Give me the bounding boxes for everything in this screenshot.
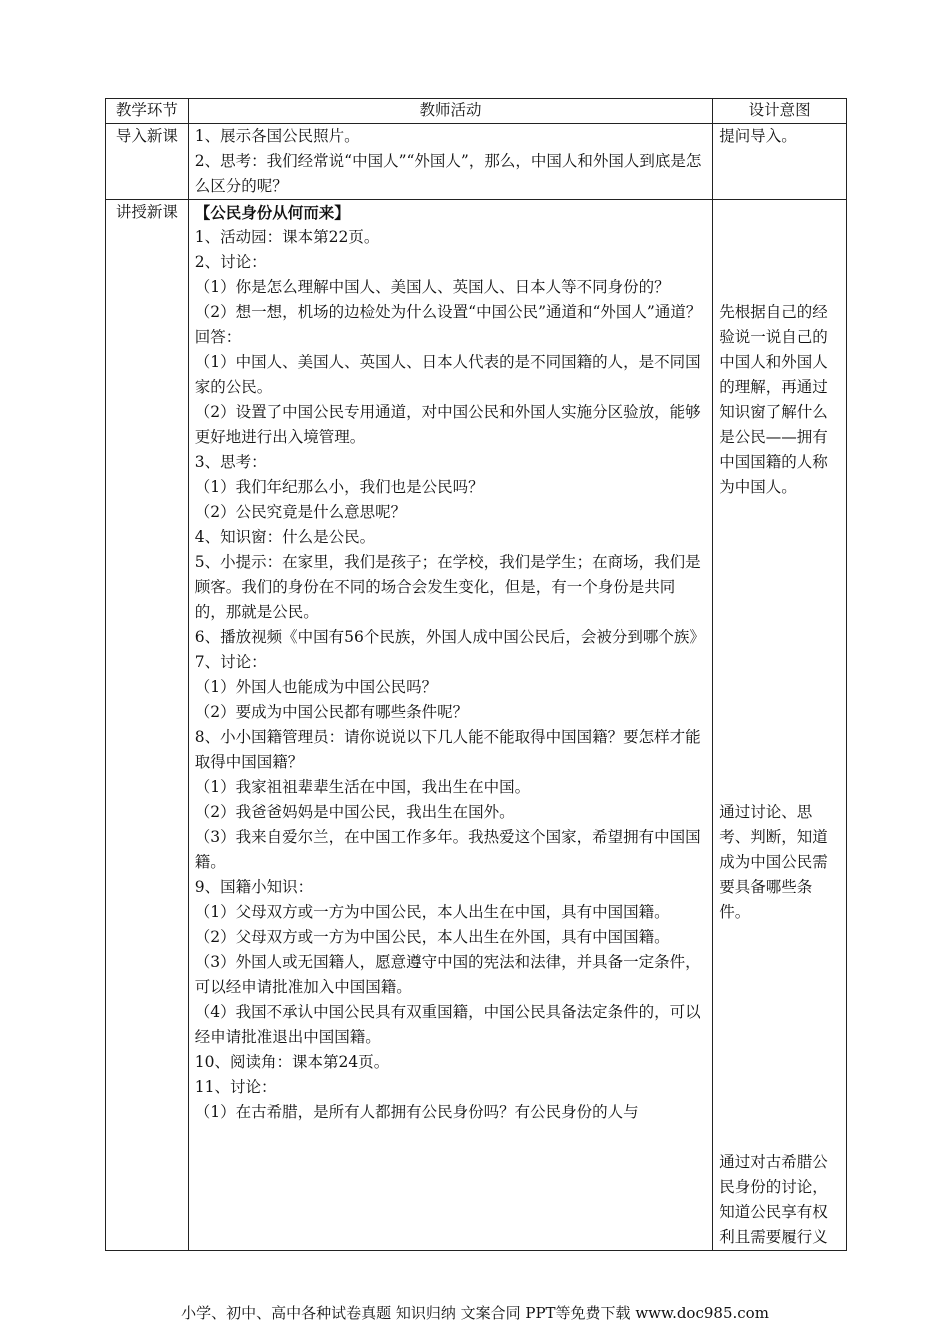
activity-line: （2）公民究竟是什么意思呢？ (194, 503, 407, 521)
lesson-plan-table (105, 98, 847, 1251)
activity-line: 1、展示各国公民照片。 (194, 127, 360, 145)
header-stage: 教学环节 (106, 99, 189, 124)
activity-line: （1）外国人也能成为中国公民吗？ (194, 678, 438, 696)
activity-line: 7、讨论： (194, 653, 267, 671)
activity-line: 8、小小国籍管理员：请你说说以下几人能不能取得中国国籍？要怎样才能取得中国国籍？ (194, 728, 701, 771)
stage-cell: 导入新课 (106, 124, 189, 200)
activity-cell (188, 200, 712, 1251)
table-header-row (106, 99, 847, 124)
activity-line: 4、知识窗：什么是公民。 (194, 528, 376, 546)
intent-spacer (719, 500, 840, 800)
activity-cell (188, 124, 712, 200)
activity-line: （2）设置了中国公民专用通道，对中国公民和外国人实施分区验放，能够更好地进行出入境管理。 (194, 403, 701, 446)
table-row (106, 200, 847, 1251)
activity-line: （4）我国不承认中国公民具有双重国籍，中国公民具备法定条件的，可以经申请批准退出中国国籍。 (194, 1003, 701, 1046)
activity-line: （2）要成为中国公民都有哪些条件呢？ (194, 703, 469, 721)
activity-line: 回答： (194, 328, 242, 346)
activity-line: （1）我家祖祖辈辈生活在中国，我出生在中国。 (194, 778, 531, 796)
activity-line: 3、思考： (194, 453, 267, 471)
activity-line: （1）你是怎么理解中国人、美国人、英国人、日本人等不同身份的？ (194, 278, 670, 296)
activity-line: 6、播放视频《中国有56个民族，外国人成中国公民后，会被分到哪个族》 (194, 628, 705, 646)
activity-line: 1、活动园：课本第22页。 (194, 228, 380, 246)
intent-text: 通过讨论、思考、判断，知道成为中国公民需要具备哪些条件。 (719, 803, 828, 921)
stage-cell: 讲授新课 (106, 200, 189, 1251)
intent-text: 通过对古希腊公民身份的讨论，知道公民享有权利且需要履行义 (719, 1153, 828, 1246)
table-row (106, 124, 847, 200)
page-footer: 小学、初中、高中各种试卷真题 知识归纳 文案合同 PPT等免费下载 www.doc985.com (181, 1304, 769, 1322)
activity-line: 2、讨论： (194, 253, 267, 271)
activity-line: 5、小提示：在家里，我们是孩子；在学校，我们是学生；在商场，我们是顾客。我们的身份在不同的场合会发生变化，但是，有一个身份是共同的，那就是公民。 (194, 553, 701, 621)
activity-line: 9、国籍小知识： (194, 878, 314, 896)
activity-line: 10、阅读角：课本第24页。 (194, 1053, 390, 1071)
intent-cell (713, 200, 847, 1251)
activity-line: （1）我们年纪那么小，我们也是公民吗？ (194, 478, 484, 496)
activity-line: 11、讨论： (194, 1078, 277, 1096)
activity-line: （2）我爸爸妈妈是中国公民，我出生在国外。 (194, 803, 515, 821)
intent-spacer (719, 925, 840, 1150)
activity-line: （1）在古希腊，是所有人都拥有公民身份吗？有公民身份的人与 (194, 1103, 639, 1121)
section-heading: 【公民身份从何而来】 (194, 203, 350, 222)
activity-line: （2）想一想，机场的边检处为什么设置“中国公民”通道和“外国人”通道？ (194, 303, 702, 321)
header-teacher-activity: 教师活动 (188, 99, 712, 124)
activity-line: （1）中国人、美国人、英国人、日本人代表的是不同国籍的人，是不同国家的公民。 (194, 353, 701, 396)
intent-spacer (719, 200, 840, 300)
intent-text: 先根据自己的经验说一说自己的中国人和外国人的理解，再通过知识窗了解什么是公民——拥有中国国籍的人称为中国人。 (719, 303, 828, 496)
activity-line: （2）父母双方或一方为中国公民，本人出生在外国，具有中国国籍。 (194, 928, 670, 946)
intent-cell (713, 124, 847, 200)
header-design-intent: 设计意图 (713, 99, 847, 124)
intent-text: 提问导入。 (719, 127, 797, 145)
activity-line: （3）我来自爱尔兰，在中国工作多年。我热爱这个国家，希望拥有中国国籍。 (194, 828, 701, 871)
activity-line: 2、思考：我们经常说“中国人”“外国人”，那么，中国人和外国人到底是怎么区分的呢？ (194, 152, 702, 195)
activity-line: （3）外国人或无国籍人，愿意遵守中国的宪法和法律，并具备一定条件，可以经申请批准加入中国国籍。 (194, 953, 701, 996)
activity-line: （1）父母双方或一方为中国公民，本人出生在中国，具有中国国籍。 (194, 903, 670, 921)
